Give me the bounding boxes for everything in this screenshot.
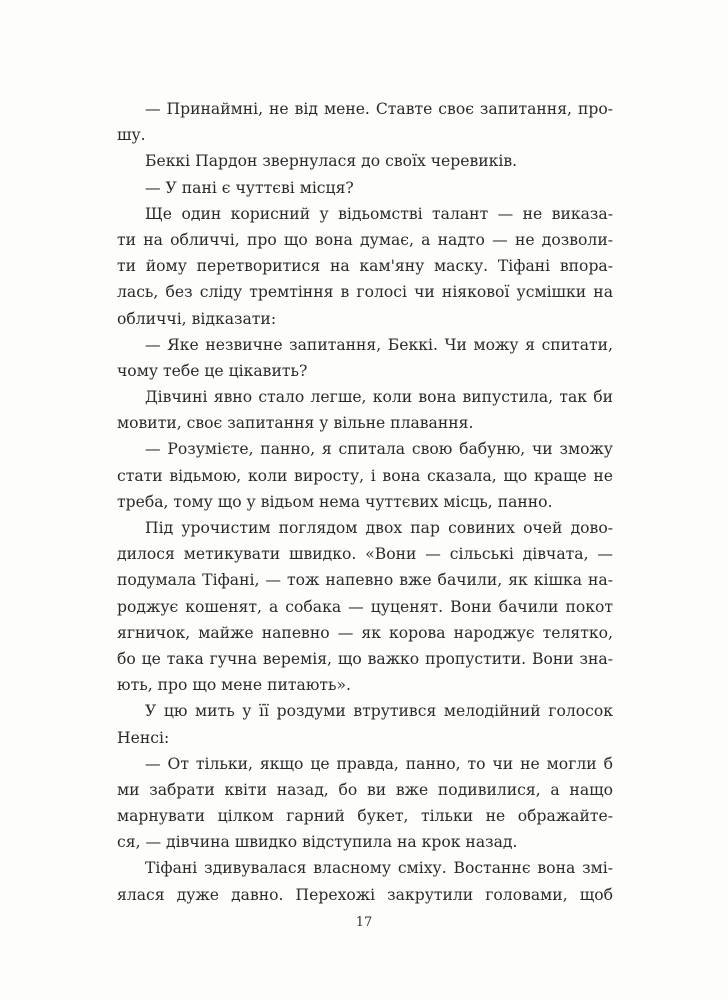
text-line: — Принаймні, не від мене. Ставте своє запитання, про- [145,100,613,118]
text-line: подумала Тіфані, — тож напевно вже бачили, як кішка на- [117,571,613,590]
text-line: чому тебе це цікавить? [117,361,308,380]
text-line: Під урочистим поглядом двох пар совиних очей дово- [145,519,613,537]
text-line: дилося метикувати швидко. «Вони — сільські дівчата, — [117,545,613,564]
text-line: Тіфані здивувалася власному сміху. Востаннє вона змі- [145,859,613,878]
text-line: мовити, своє запитання у вільне плавання. [117,414,474,433]
text-line: стати відьмою, коли виросту, і вона сказала, що краще не [117,466,613,485]
text-line: лась, без сліду тремтіння в голосі чи ніякової усмішки на [117,283,613,302]
text-line: — Яке незвичне запитання, Беккі. Чи можу я спитати, [145,335,613,354]
text-line: ялася дуже давно. Перехожі закрутили головами, щоб [117,885,613,904]
text-line: Ще один корисний у відьомстві талант — не виказа- [145,204,613,223]
text-line: У цю мить у її роздуми втрутився мелодійний голосок [145,702,613,721]
text-line: ся, — дівчина швидко відступила на крок назад. [117,833,518,852]
text-line: — От тільки, якщо це правда, панно, то чи не могли б [145,754,613,773]
text-line: шу. [117,126,146,145]
text-line: — У пані є чуттєві місця? [145,178,354,197]
text-line: Беккі Пардон звернулася до своїх черевиків. [145,152,518,171]
text-line: треба, тому що у відьом нема чуттєвих місць, панно. [117,492,553,511]
text-line: обличчі, відказати: [117,309,277,328]
text-line: бо це така гучна веремія, що важко пропустити. Вони зна- [117,649,613,668]
text-line: ти йому перетворитися на кам'яну маску. Тіфані впора- [117,257,613,276]
page-number: 17 [355,915,373,930]
text-line: Ненсі: [117,728,170,747]
text-line: ють, про що мене питають». [117,676,352,695]
text-line: ягничок, майже напевно — як корова народжує телятко, [117,623,613,642]
text-line: ми забрати квіти назад, бо ви вже подивилися, а нащо [117,780,613,799]
text-line: — Розумієте, панно, я спитала свою бабуню, чи зможу [145,440,613,459]
text-line: Дівчині явно стало легше, коли вона випустила, так би [145,388,613,407]
text-line: ти на обличчі, про що вона думає, а надто — не дозволи- [117,230,613,249]
text-line: марнувати цілком гарний букет, тільки не ображайте- [117,807,613,826]
text-line: роджує кошенят, а собака — цуценят. Вони бачили покот [117,597,613,616]
body-text [117,96,613,908]
